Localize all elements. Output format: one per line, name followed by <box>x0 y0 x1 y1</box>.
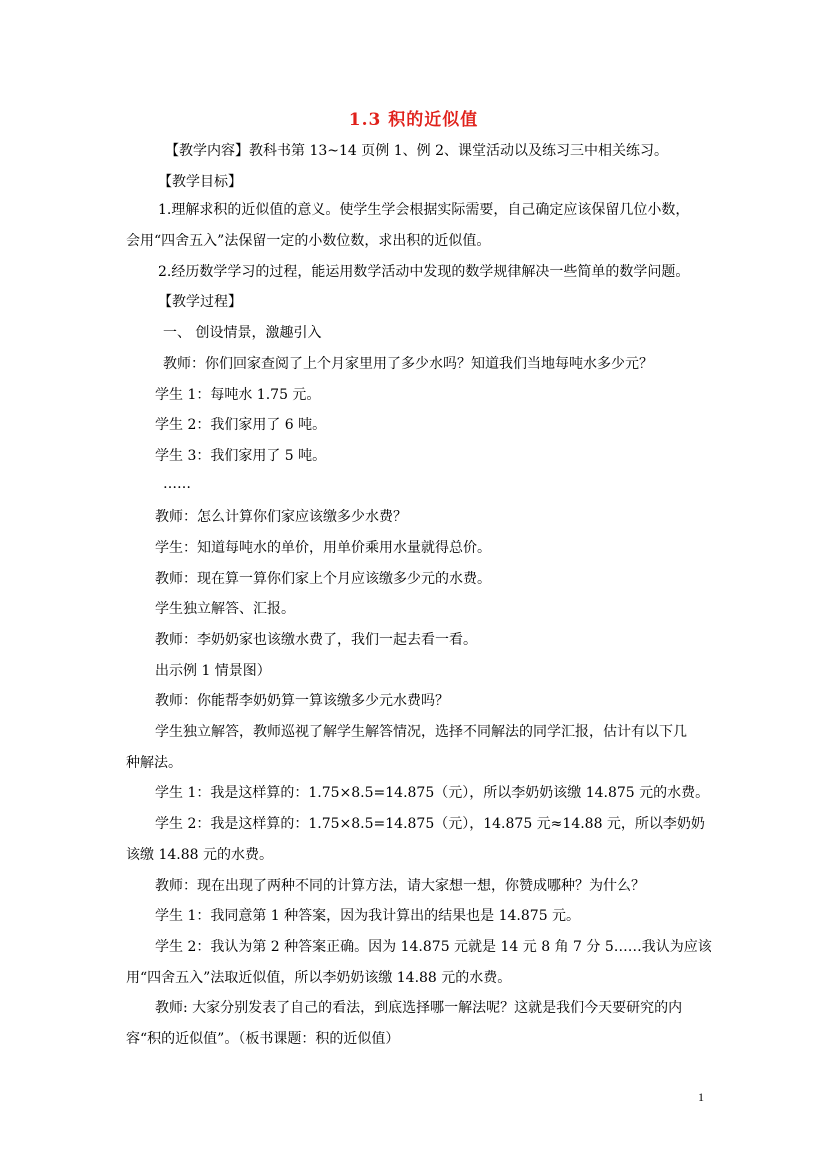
dialogue-line: 用“四舍五入”法取近似值，所以李奶奶该缴 14.88 元的水费。 <box>126 970 512 986</box>
dialogue-line: 学生 2：我是这样算的：1.75×8.5=14.875（元），14.875 元≈14.88 元，所以李奶奶 <box>155 816 705 832</box>
dialogue-line: 学生：知道每吨水的单价，用单价乘用水量就得总价。 <box>155 540 491 556</box>
dialogue-line: 该缴 14.88 元的水费。 <box>126 847 273 863</box>
teaching-process-heading: 【教学过程】 <box>158 294 242 310</box>
dialogue-line: 容“积的近似值”。（板书课题：积的近似值） <box>126 1031 400 1047</box>
paragraph-line: 学生独立解答，教师巡视了解学生解答情况，选择不同解法的同学汇报，估计有以下几 <box>155 724 687 740</box>
document-title: 1.3 积的近似值 <box>348 110 479 130</box>
dialogue-line: 学生 3：我们家用了 5 吨。 <box>155 448 327 464</box>
teaching-goals-heading: 【教学目标】 <box>158 174 242 190</box>
dialogue-line: 教师：现在出现了两种不同的计算方法，请大家想一想，你赞成哪种？为什么？ <box>155 878 645 894</box>
section-1-heading: 一、 创设情景，激趣引入 <box>163 325 322 341</box>
page-number: 1 <box>698 1090 704 1104</box>
dialogue-line: 学生 2：我们家用了 6 吨。 <box>155 417 327 433</box>
dialogue-line: 教师：李奶奶家也该缴水费了，我们一起去看一看。 <box>155 632 477 648</box>
teaching-content-line: 【教学内容】教科书第 13~14 页例 1、例 2、课堂活动以及练习三中相关练习。 <box>165 143 668 159</box>
goal-2-line: 2.经历数学学习的过程，能运用数学活动中发现的数学规律解决一些简单的数学问题。 <box>158 264 690 280</box>
paragraph-line: 种解法。 <box>126 755 182 771</box>
dialogue-line: 教师：怎么计算你们家应该缴多少水费？ <box>155 509 407 525</box>
dialogue-line: 学生独立解答、汇报。 <box>155 601 295 617</box>
dialogue-line: 学生 1：我同意第 1 种答案，因为我计算出的结果也是 14.875 元。 <box>155 908 581 924</box>
dialogue-line: 出示例 1 情景图） <box>155 663 271 679</box>
dialogue-line: 教师: 大家分别发表了自己的看法，到底选择哪一解法呢？这就是我们今天要研究的内 <box>155 1000 683 1016</box>
dialogue-line: 教师：你们回家查阅了上个月家里用了多少水吗？知道我们当地每吨水多少元？ <box>163 356 653 372</box>
dialogue-line: 学生 2：我认为第 2 种答案正确。因为 14.875 元就是 14 元 8 角 7 分 5……我认为应该 <box>155 939 712 955</box>
ellipsis-line: …… <box>163 476 191 492</box>
dialogue-line: 学生 1：我是这样算的：1.75×8.5=14.875（元），所以李奶奶该缴 14.875 元的水费。 <box>155 785 710 801</box>
dialogue-line: 教师：你能帮李奶奶算一算该缴多少元水费吗？ <box>155 693 449 709</box>
goal-1-line-2: 会用“四舍五入”法保留一定的小数位数，求出积的近似值。 <box>126 233 491 249</box>
goal-1-line-1: 1.理解求积的近似值的意义。使学生学会根据实际需要，自己确定应该保留几位小数， <box>158 202 690 218</box>
dialogue-line: 学生 1：每吨水 1.75 元。 <box>155 387 321 403</box>
dialogue-line: 教师：现在算一算你们家上个月应该缴多少元的水费。 <box>155 571 491 587</box>
